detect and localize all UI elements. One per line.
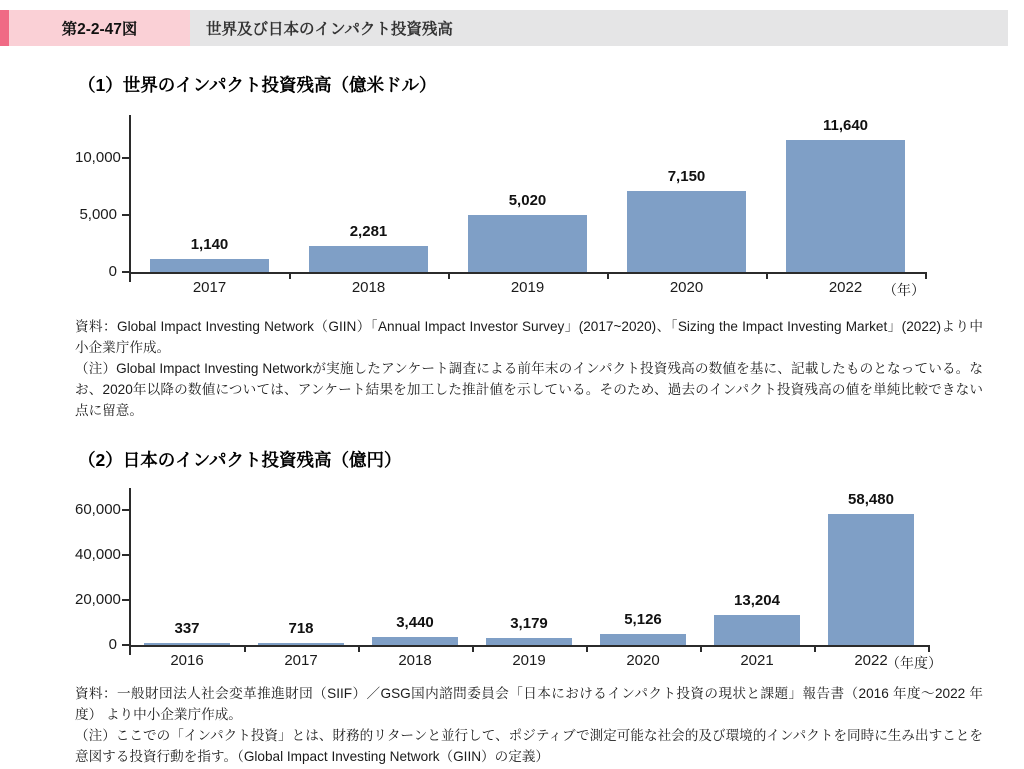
bar [258, 643, 344, 645]
x-tick-mark [700, 645, 702, 652]
x-axis-label: 2017 [284, 652, 318, 669]
y-tick-mark [122, 554, 129, 556]
figure-title-bar [190, 10, 1008, 46]
chart1-source: 資料：Global Impact Investing Network（GIIN）「Annual Impact Investor Survey」(2017~2020)、「Sizing the Impact Investing Market」(2022)より中小企業庁作成。 [75, 319, 983, 355]
x-axis-label: 2020 [626, 652, 660, 669]
figure-header [0, 10, 1008, 46]
bar-value-label: 13,204 [734, 592, 780, 609]
x-tick-mark [766, 272, 768, 279]
bar [372, 637, 458, 645]
y-tick-label: 0 [108, 263, 117, 280]
bar-value-label: 3,440 [396, 614, 434, 631]
bar [309, 246, 428, 272]
y-tick-mark [122, 271, 129, 273]
x-axis-label: 2019 [512, 652, 546, 669]
x-axis-unit-label: （年） [883, 282, 925, 298]
y-tick-label: 10,000 [75, 149, 121, 167]
x-axis [130, 645, 930, 647]
bar-value-label: 58,480 [848, 491, 894, 508]
bar-value-label: 5,020 [508, 192, 547, 209]
x-tick-mark [289, 272, 291, 279]
x-axis-label: 2022 [854, 652, 888, 669]
bar [786, 140, 905, 272]
figure-number-box [9, 10, 190, 46]
bar [486, 638, 572, 645]
x-tick-mark [472, 645, 474, 652]
y-tick-label: 40,000 [75, 546, 121, 564]
x-axis-label: 2018 [351, 279, 386, 296]
bar-value-label: 5,126 [624, 611, 662, 628]
chart2-source: 資料：一般財団法人社会変革推進財団（SIIF）／GSG国内諮問委員会「日本におけるインパクト投資の現状と課題」報告書（2016 年度～2022 年度） より中小企業庁作成。 [75, 686, 983, 722]
x-tick-mark [448, 272, 450, 279]
y-tick-label: 0 [108, 636, 117, 653]
x-axis [130, 272, 927, 274]
x-axis-label: 2019 [510, 279, 545, 296]
y-tick-mark [122, 644, 129, 646]
y-tick-label: 5,000 [79, 206, 117, 224]
x-tick-mark [925, 272, 927, 279]
bar [714, 615, 800, 645]
bar [600, 634, 686, 645]
bar [468, 215, 587, 272]
y-tick-label: 60,000 [75, 501, 121, 519]
bar-value-label: 11,640 [822, 117, 869, 134]
japan-impact-bar-chart [75, 478, 995, 674]
y-tick-label: 20,000 [75, 591, 121, 609]
x-tick-mark [814, 645, 816, 652]
chart1-title: （1）世界のインパクト投資残高（億米ドル） [78, 75, 437, 95]
y-tick-mark [122, 157, 129, 159]
chart1-notes [75, 316, 983, 421]
bar-value-label: 718 [288, 620, 314, 637]
x-tick-mark [358, 645, 360, 652]
x-axis-label: 2018 [398, 652, 432, 669]
x-axis-label: 2016 [170, 652, 204, 669]
x-axis-label: 2017 [192, 279, 227, 296]
bar [828, 514, 914, 645]
figure-number: 第2-2-47図 [61, 21, 138, 38]
chart2-title: （2）日本のインパクト投資残高（億円） [78, 450, 402, 470]
chart2-notes [75, 683, 983, 767]
bar-value-label: 3,179 [510, 615, 548, 632]
bar [144, 643, 230, 645]
bar [150, 259, 269, 272]
figure-title: 世界及び日本のインパクト投資残高 [206, 21, 453, 38]
world-impact-bar-chart [75, 105, 995, 301]
x-tick-mark [928, 645, 930, 652]
x-axis-label: 2020 [669, 279, 704, 296]
bar-value-label: 2,281 [349, 223, 388, 240]
accent-bar [0, 10, 9, 46]
x-axis-label: 2021 [740, 652, 774, 669]
y-axis [129, 115, 131, 282]
y-tick-mark [122, 599, 129, 601]
chart2-note: （注）ここでの「インパクト投資」とは、財務的リターンと並行して、ポジティブで測定可能な社会的及び環境的インパクトを同時に生み出すことを意図する投資行動を指す。（Global Impact Investing Network（GIIN）の定義） [75, 728, 983, 764]
y-tick-mark [122, 214, 129, 216]
bar-value-label: 1,140 [190, 236, 229, 253]
chart1-note: （注）Global Impact Investing Networkが実施したアンケート調査による前年末のインパクト投資残高の数値を基に、記載したものとなっている。なお、2020年以降の数値については、アンケート結果を加工した推計値を示している。そのため、過去のインパクト投資残高の値を単純比較できない点に留意。 [75, 361, 983, 418]
x-axis-unit-label: （年度） [886, 655, 942, 671]
bar-value-label: 337 [174, 620, 200, 637]
x-tick-mark [244, 645, 246, 652]
bar-value-label: 7,150 [667, 168, 706, 185]
x-tick-mark [586, 645, 588, 652]
x-tick-mark [607, 272, 609, 279]
x-axis-label: 2022 [828, 279, 863, 296]
bar [627, 191, 746, 272]
y-tick-mark [122, 509, 129, 511]
